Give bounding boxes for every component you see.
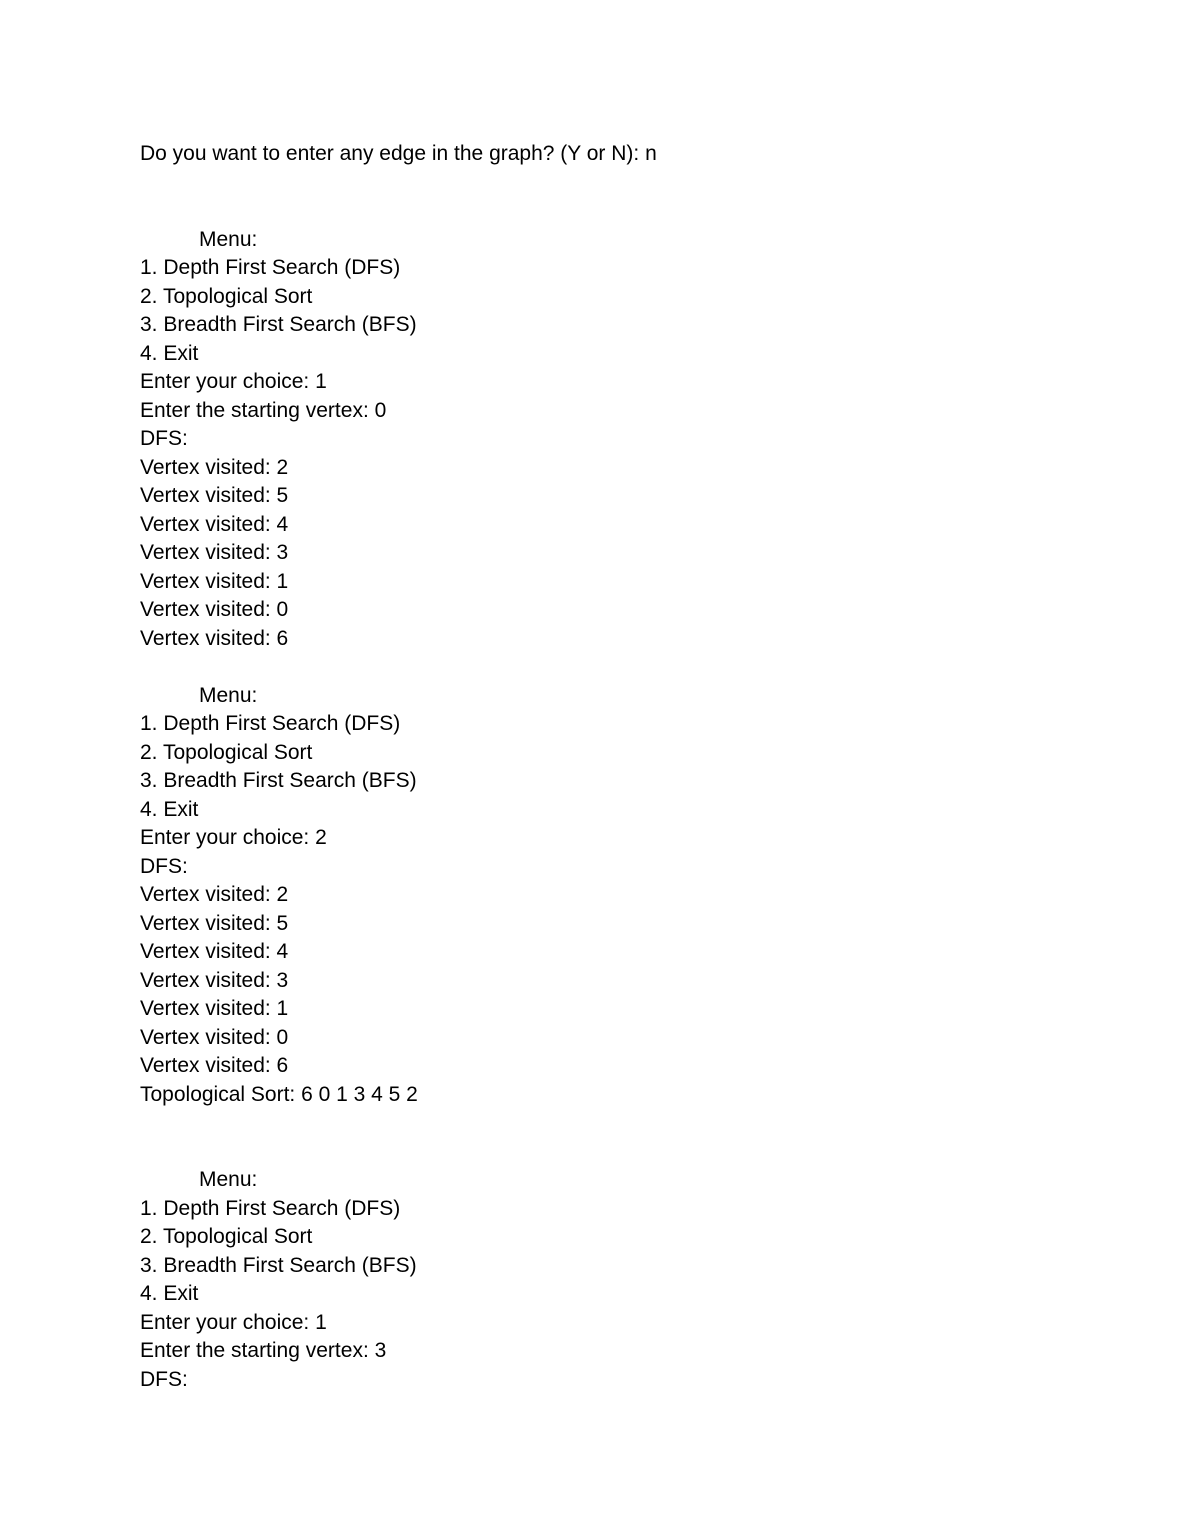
console-output	[140, 140, 1040, 1394]
vertex-visited-line: Vertex visited: 4	[140, 512, 289, 536]
vertex-visited-line: Vertex visited: 1	[140, 569, 289, 593]
menu-title: Menu:	[199, 1168, 258, 1191]
edge-prompt: Do you want to enter any edge in the graph? (Y or N): n	[140, 142, 657, 165]
menu-option-exit: 4. Exit	[140, 797, 199, 821]
vertex-visited-line: Vertex visited: 5	[140, 484, 289, 507]
blank-line	[140, 653, 1040, 682]
vertex-visited-line: Vertex visited: 2	[140, 883, 289, 906]
menu-option-dfs: 1. Depth First Search (DFS)	[140, 1196, 401, 1220]
menu-title: Menu:	[199, 227, 258, 251]
menu-option-dfs: 1. Depth First Search (DFS)	[140, 712, 401, 735]
topological-sort-result: Topological Sort: 6 0 1 3 4 5 2	[140, 1082, 418, 1106]
menu-option-topo: 2. Topological Sort	[140, 284, 313, 308]
vertex-visited-line: Vertex visited: 6	[140, 626, 289, 650]
menu-title: Menu:	[199, 683, 258, 707]
menu-option-topo: 2. Topological Sort	[140, 1225, 313, 1248]
vertex-visited-line: Vertex visited: 4	[140, 940, 289, 963]
menu-option-dfs: 1. Depth First Search (DFS)	[140, 256, 401, 279]
choice-line: Enter your choice: 2	[140, 826, 327, 849]
start-vertex-line: Enter the starting vertex: 3	[140, 1339, 387, 1362]
dfs-label: DFS:	[140, 427, 188, 450]
blank-line	[140, 197, 1040, 226]
choice-line: Enter your choice: 1	[140, 1310, 327, 1334]
blank-line	[140, 169, 1040, 198]
blank-line	[140, 1109, 1040, 1138]
menu-option-topo: 2. Topological Sort	[140, 740, 313, 764]
blank-line	[140, 1138, 1040, 1167]
vertex-visited-line: Vertex visited: 0	[140, 598, 289, 621]
choice-line: Enter your choice: 1	[140, 370, 327, 393]
vertex-visited-line: Vertex visited: 1	[140, 997, 289, 1020]
vertex-visited-line: Vertex visited: 3	[140, 968, 289, 992]
dfs-label: DFS:	[140, 854, 188, 878]
start-vertex-line: Enter the starting vertex: 0	[140, 398, 387, 422]
menu-option-exit: 4. Exit	[140, 1282, 199, 1305]
menu-option-bfs: 3. Breadth First Search (BFS)	[140, 769, 417, 792]
vertex-visited-line: Vertex visited: 3	[140, 541, 289, 564]
dfs-label: DFS:	[140, 1367, 188, 1391]
vertex-visited-line: Vertex visited: 5	[140, 911, 289, 935]
vertex-visited-line: Vertex visited: 2	[140, 455, 289, 479]
vertex-visited-line: Vertex visited: 6	[140, 1054, 289, 1077]
menu-option-exit: 4. Exit	[140, 341, 199, 365]
menu-option-bfs: 3. Breadth First Search (BFS)	[140, 1253, 417, 1277]
vertex-visited-line: Vertex visited: 0	[140, 1025, 289, 1049]
menu-option-bfs: 3. Breadth First Search (BFS)	[140, 313, 417, 336]
